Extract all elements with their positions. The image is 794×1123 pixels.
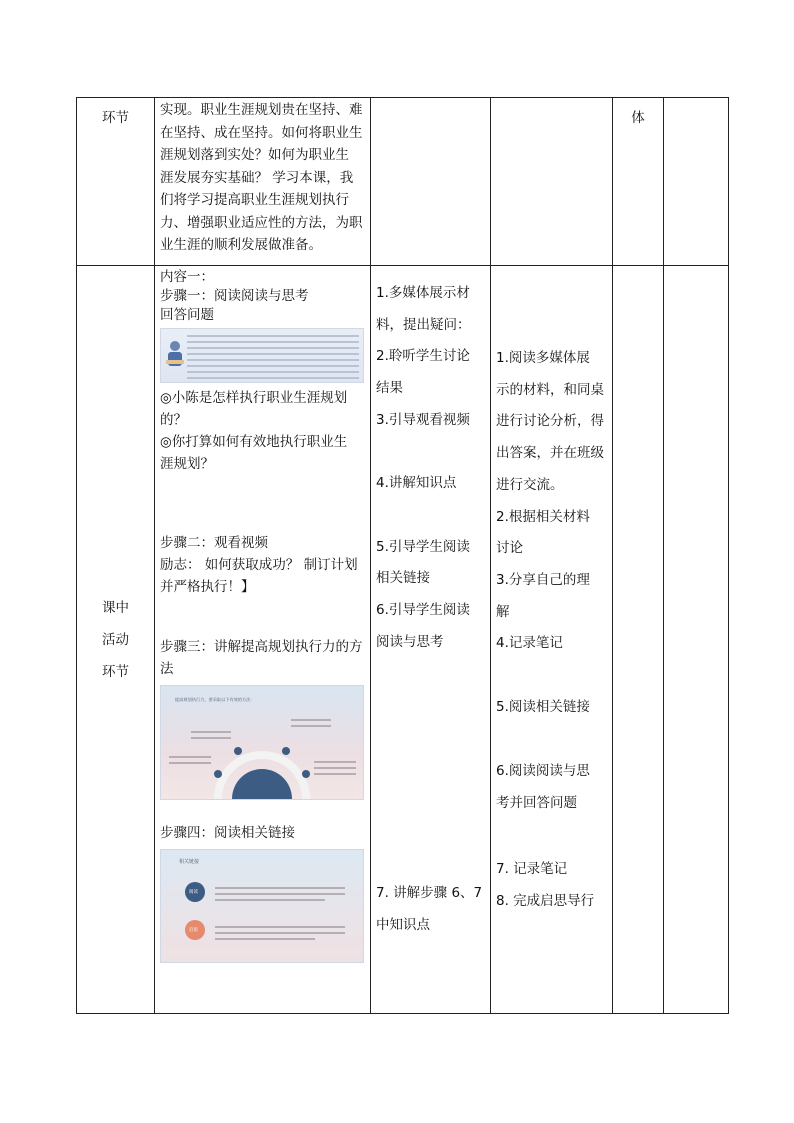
teacher-cell [371, 266, 491, 1014]
related-link-title: 相关链接 [179, 859, 200, 865]
content-cell [155, 266, 371, 1014]
student-line: 8. 完成启思导行 [496, 892, 595, 909]
method-diagram-image [160, 685, 364, 800]
text-line: 涯发展夯实基础？ 学习本课，我 [160, 169, 354, 186]
teacher-cell [371, 98, 491, 266]
table-row [77, 266, 729, 1014]
related-link-image [160, 849, 364, 963]
student-line: 示的材料，和同桌 [496, 381, 604, 398]
student-line: 出答案，并在班级 [496, 445, 604, 462]
student-activity-last [491, 854, 612, 917]
stage-cell [77, 98, 155, 266]
student-activities [491, 266, 612, 723]
text-line: 并严格执行！】 [160, 579, 255, 595]
stage-line: 环节 [102, 663, 129, 680]
reading-material-image [160, 328, 364, 383]
question-line: ◎你打算如何有效地执行职业生 [160, 434, 348, 450]
student-line: 解 [496, 603, 510, 620]
stage-line: 课中 [102, 599, 129, 616]
text-line: 回答问题 [160, 307, 214, 323]
question-line: 的？ [160, 412, 187, 428]
step-three [155, 635, 370, 680]
stage-label [77, 592, 154, 688]
student-cell [491, 98, 613, 266]
teacher-line: 7. 讲解步骤 6、7 [376, 885, 483, 902]
teacher-line: 6.引导学生阅读 [376, 602, 470, 619]
teacher-line: 阅读与思考 [376, 633, 444, 650]
text-line: 力、增强职业适应性的方法，为职 [160, 214, 363, 231]
text-line: 涯规划落到实处？如何为职业生 [160, 147, 349, 163]
method-diagram-title: 提高规划执行力，要采取以下有效的方法： [175, 697, 255, 702]
content-cell [155, 98, 371, 266]
teacher-activity-last [371, 878, 490, 941]
student-line: 进行交流。 [496, 476, 564, 493]
teacher-line: 1.多媒体展示材 [376, 285, 470, 301]
teacher-line [376, 437, 490, 469]
teacher-line: 3.引导观看视频 [376, 411, 470, 428]
related-link-graphic [161, 850, 363, 962]
text-line: 们将学习提高职业生涯规划执行 [160, 192, 349, 208]
note-label: 体 [631, 110, 645, 126]
teacher-line: 5.引导学生阅读 [376, 538, 470, 555]
teacher-activities [371, 266, 490, 658]
note-cell [613, 266, 664, 1014]
question-line: ◎小陈是怎样执行职业生涯规划 [160, 390, 348, 406]
student-figure-icon [165, 339, 185, 369]
teacher-line: 料，提出疑问： [376, 316, 471, 333]
teacher-line [376, 500, 490, 532]
text-line: 步骤三：讲解提高规划执行力的方 [160, 639, 363, 655]
text-line: 业生涯的顺利发展做准备。 [160, 237, 322, 253]
method-diagram-graphic [161, 686, 363, 799]
student-line: 2.根据相关材料 [496, 508, 590, 525]
teacher-line: 2.聆听学生讨论 [376, 348, 470, 365]
teacher-line: 结果 [376, 380, 403, 397]
step-four: 步骤四：阅读相关链接 [160, 825, 295, 841]
text-line: 在坚持、成在坚持。如何将职业生 [160, 124, 363, 141]
question-line: 涯规划？ [160, 456, 214, 472]
student-line: 4.记录笔记 [496, 635, 563, 652]
student-line: 5.阅读相关链接 [496, 698, 590, 715]
student-activity-reading [491, 756, 612, 819]
table-row [77, 98, 729, 266]
student-line: 6.阅读阅读与思 [496, 763, 590, 780]
student-line [496, 660, 612, 692]
text-line: 法 [160, 661, 174, 677]
text-line: 步骤二：观看视频 [160, 535, 268, 551]
extra-cell [664, 266, 729, 1014]
teacher-line: 相关链接 [376, 570, 430, 587]
reading-badge: 阅读 [189, 890, 198, 895]
student-line: 考并回答问题 [496, 795, 577, 812]
student-line: 讨论 [496, 540, 523, 557]
note-cell [613, 98, 664, 266]
student-line: 1.阅读多媒体展 [496, 350, 590, 366]
text-line: 步骤一：阅读阅读与思考 [160, 288, 309, 304]
student-line: 7. 记录笔记 [496, 860, 568, 877]
teacher-line: 中知识点 [376, 917, 430, 934]
intro-text [155, 98, 370, 257]
student-line: 进行讨论分析，得 [496, 413, 604, 430]
lesson-plan-table [76, 97, 729, 1014]
text-line: 励志： 如何获取成功？ 制订计划 [160, 557, 358, 573]
teacher-line: 4.讲解知识点 [376, 475, 457, 492]
inspire-badge: 启思 [189, 928, 198, 933]
stage-cell [77, 266, 155, 1014]
student-cell [491, 266, 613, 1014]
discussion-questions [155, 386, 370, 475]
stage-line: 活动 [102, 631, 129, 648]
extra-cell [664, 98, 729, 266]
text-line: 内容一： [160, 269, 214, 285]
content-intro [155, 266, 370, 325]
step-two [155, 531, 370, 598]
student-line: 3.分享自己的理 [496, 571, 590, 588]
stage-label: 环节 [102, 110, 129, 126]
text-line: 实现。职业生涯规划贵在坚持、难 [160, 102, 363, 118]
